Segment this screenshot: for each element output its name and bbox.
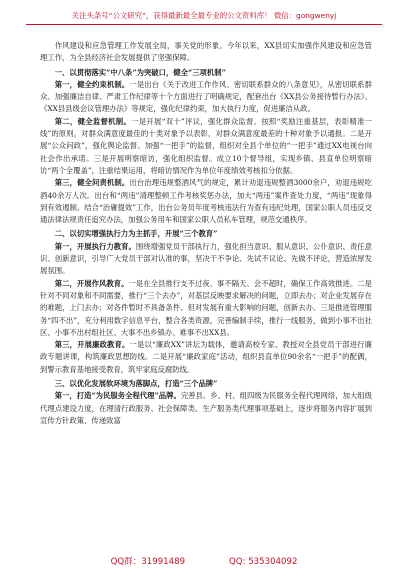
paragraph-3-1: 第一，打造“为民服务全程代理”品牌。完善县、乡、村、组四级为民服务全程代理网络，加大组级代理点建设力度，在理清行政服务、社会保障类、生产服务类代理事项基础上，逐步将服务内容扩展到宣传方针政策、传递致富: [40, 391, 372, 425]
paragraph-1-3: 第三，健全问责机制。出台治理违规整酒风气的规定，累计劝退违规整酒3000余户，劝退违规吃酒40余万人次。出台和“两违”清理整顿工作考核奖惩办法，加大“两违”案件查处力度，“两违”现象得到有效遏制。结合“治庸提效”工作，出台公务员年度考核违法行为查有违纪处理，国家公职人员违反交通法律法规责任追究办法，加强公务用车和国家公职人员私车管理，规范交通秩序。: [40, 178, 372, 225]
paragraph-lead: 第一，打造“为民服务全程代理”品牌。: [54, 391, 181, 401]
paragraph-lead: 第一，健全约束机制。: [54, 79, 130, 89]
qq-number-text: QQ: 535304092: [229, 557, 298, 567]
paragraph-lead: 第一，开展执行力教育。: [54, 241, 136, 251]
paragraph-2-1: 第一，开展执行力教育。围绕增强党员干部执行力，强化担当意识、服从意识、公仆意识、责任意识、创新意识，引导广大党员干部对认准的事，坚决干不争论、先试不议论、先做不评论，营造浓厚发展氛围。: [40, 241, 372, 276]
header-rule: [26, 24, 382, 25]
paragraph-lead: 第二，健全监督机制。: [54, 116, 132, 126]
section-heading-2: 二、以切实增强执行力为主抓手，开展“三个教育”: [54, 229, 218, 239]
paragraph-1-1: 第一，健全约束机制。一是出台《关于改进工作作风、密切联系群众的八条意见》，从密切联系群众、加强廉洁自律、严肃工作纪律等十个方面进行了明确规定，配套出台《XX县公务接待暂行办法》、《XX县县级会议管理办法》等规定，强化纪律约束，加大执行力度，促进廉洁从政。: [40, 79, 372, 114]
paragraph-lead: 第三，健全问责机制。: [54, 178, 130, 188]
paragraph-lead: 第二，开展作风教育。: [54, 278, 129, 288]
paragraph-lead: 第三，开展廉政教育。: [54, 340, 130, 350]
paragraph-1-2: 第二，健全监督机制。一是开展“双十”评议，强化群众监督。按照“奖励注重基层，表彰精准一线”的原则，对群众满意度最佳的十类对象予以表彰，对群众满意度最差的十种对象予以通报。二是开展“公众问政”，强化舆论监督。加强“一把手”的监督，组织对全县个单位的“一把手”通过XX电视台向社会作出承诺。三是开展明察暗访，强化组织监督。成立10个督导组，实现乡镇、县直单位明察暗访“两个全覆盖”，注重结果运用，将暗访情况作为单位年度绩效考核扣分依据。: [40, 116, 372, 175]
footer-contact: [0, 555, 408, 569]
section-heading-1: 一、以贯彻落实“中八条”为突破口，健全“三项机制”: [54, 67, 226, 77]
header-banner: 关注头条号“公文研究”，获得最新最全最专业的公文资料库！ 微信：gongwenyj: [71, 11, 337, 20]
qq-group-text: QQ群：31991489: [110, 557, 186, 567]
intro-paragraph: 作风建设和应急管理工作发展全局，事关党的形象。今年以来，XX县切实加强作风建设和应急管理工作，为全县经济社会发展提供了坚强保障。: [40, 41, 372, 63]
paragraph-2-2: 第二，开展作风教育。一是在全县推行支不过夜、事不隔天、会不超时，确保工作高效推进。二是针对不同对象和不同需要，推行“三个去办”，对基层反映要求解决的问题，立即去办；对企业发展存在的难题，上门去办；对各件暂时不具备条件、但对发展有重大影响的问题，创新去办。三是推进管理服务“四不出”，充分利用数字信息平台，整合各类资源，完善编制手续，推行一线服务，做到小事不出社区、小事不出村组社区、大事不出乡镇办、难事不出XX县。: [40, 278, 372, 337]
section-heading-3: 三、以优化发展软环境为落脚点，打造“三个品牌”: [54, 379, 218, 389]
document-body: [40, 40, 372, 548]
paragraph-2-3: 第三，开展廉政教育。一是以“廉政XX”讲坛为载体，邀请高校专家、教授对全县党员干部进行廉政专题讲课，构筑廉政思想防线。二是开展“廉政家庭”活动，组织县直单位90余名“一把手”的配偶，到警示教育基地接受教育，筑牢家庭反腐防线。: [40, 340, 372, 374]
